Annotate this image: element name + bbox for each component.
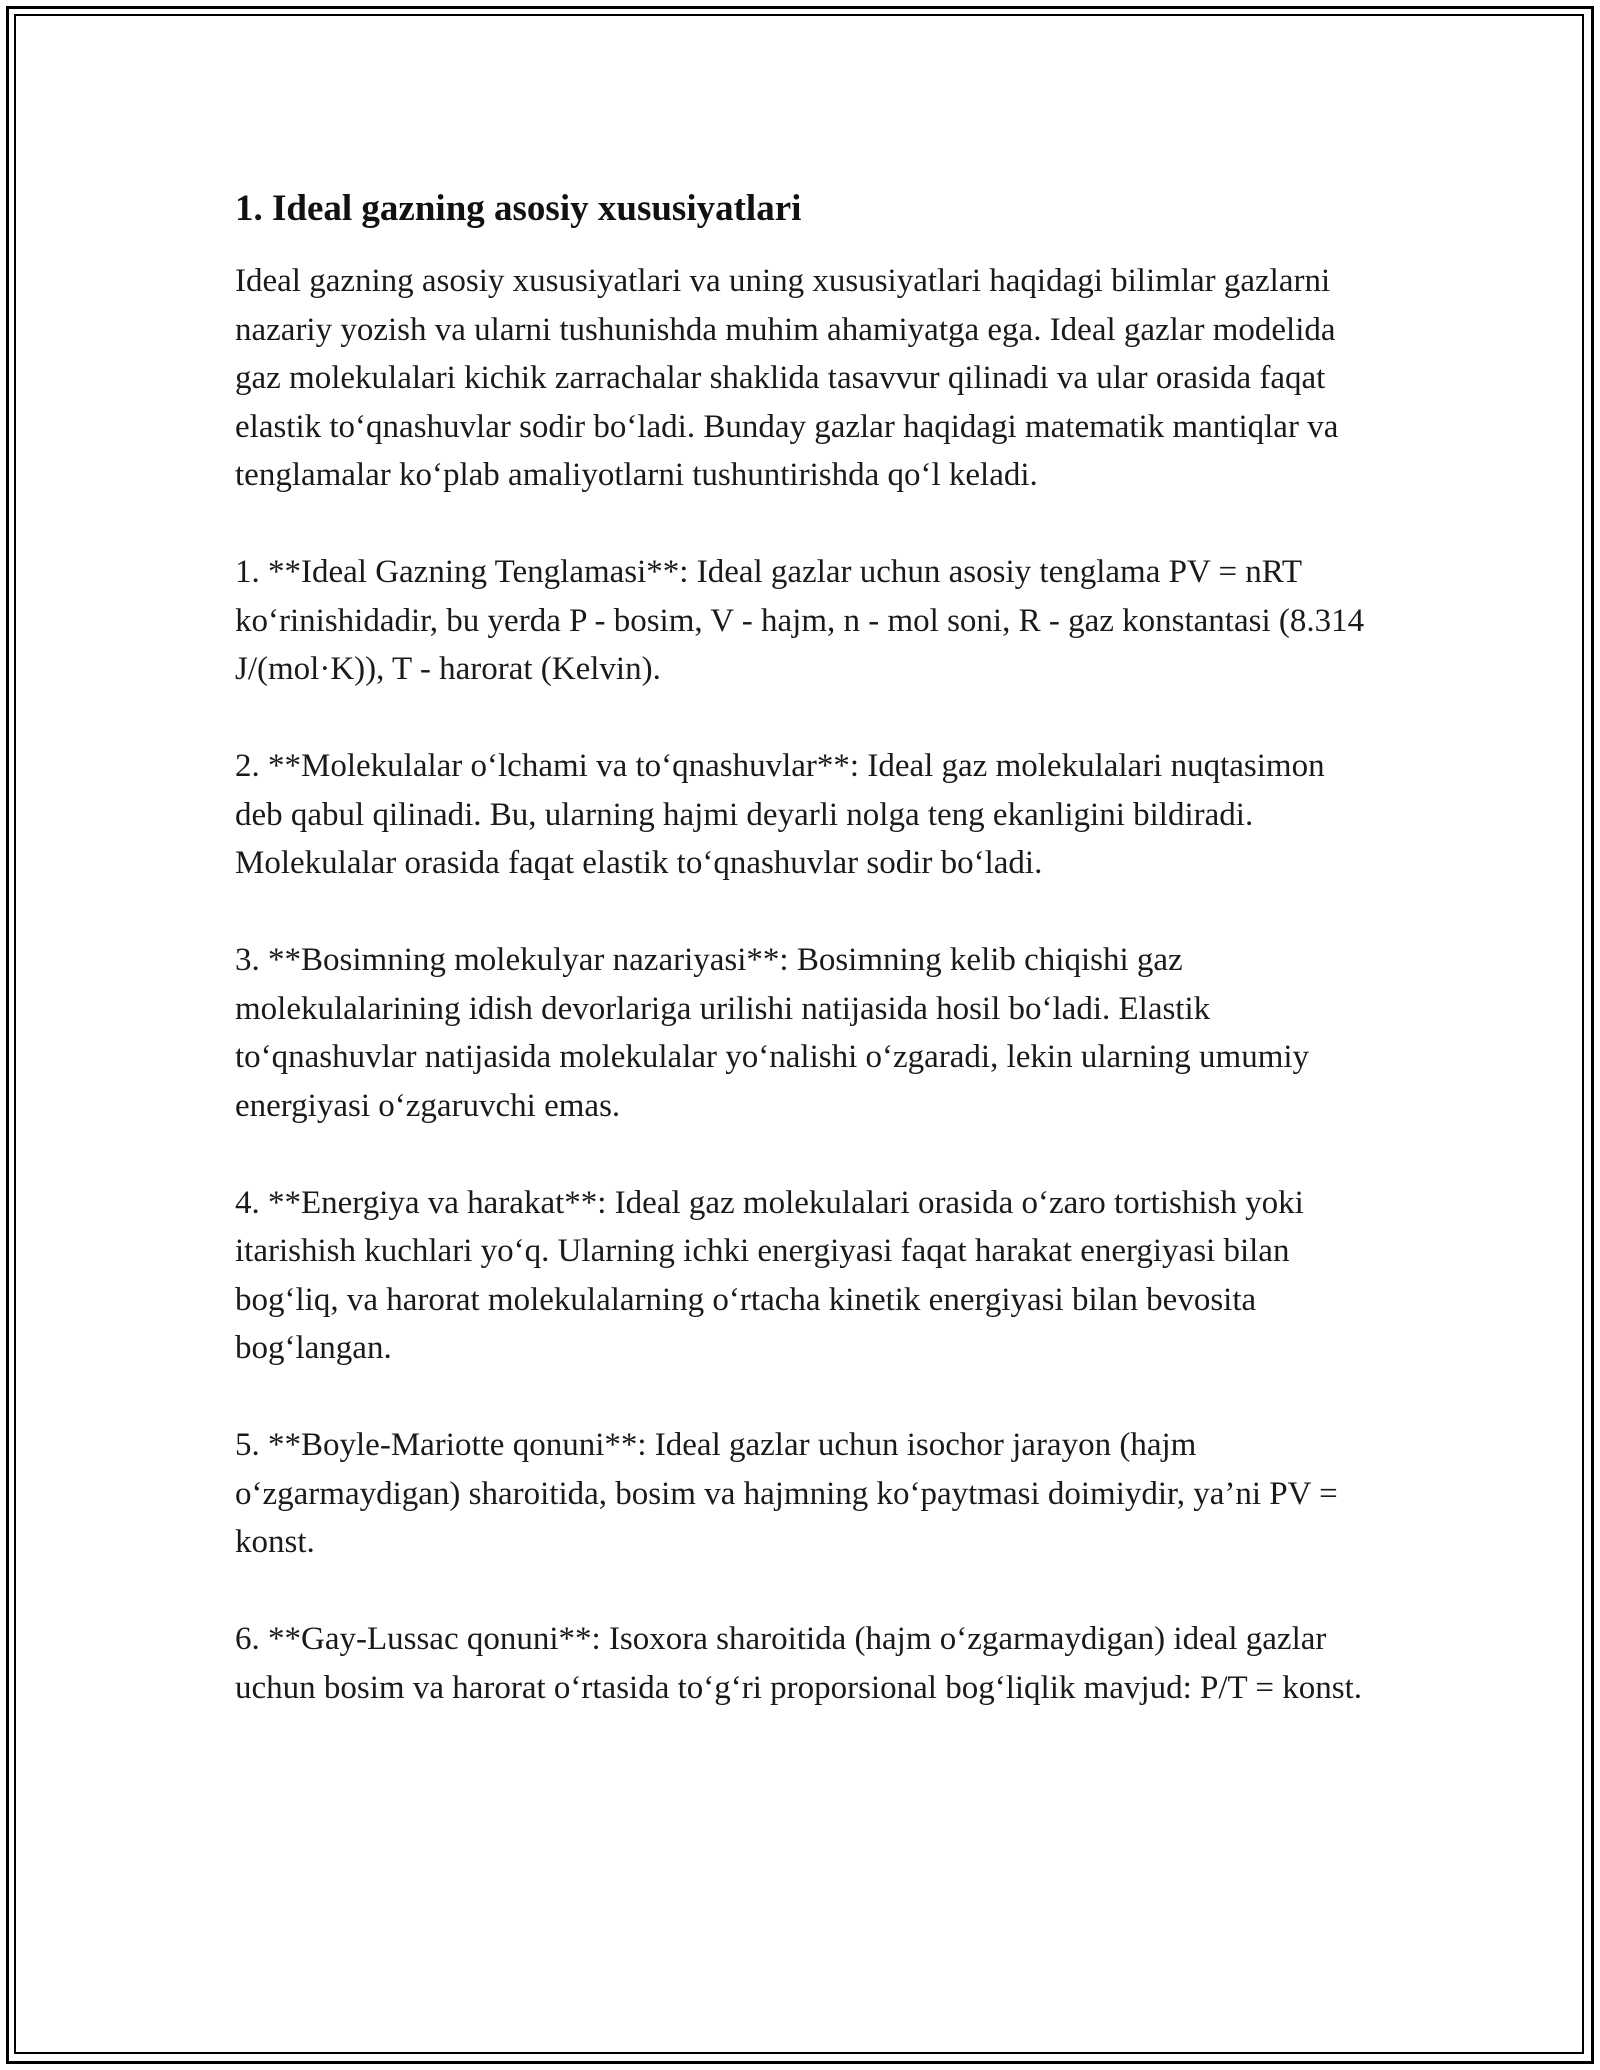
list-item-ideal-gas-equation: 1. **Ideal Gazning Tenglamasi**: Ideal gazlar uchun asosiy tenglama PV = nRT ko‘rinishidadir, bu yerda P - bosim, V - hajm, n - mol soni, R - gaz konstantasi (8.314 J/(mol·K)), T - harorat (Kelvin).: [235, 554, 1365, 687]
list-item-energy-motion: 4. **Energiya va harakat**: Ideal gaz molekulalari orasida o‘zaro tortishish yoki itarishish kuchlari yo‘q. Ularning ichki energiyasi faqat harakat energiyasi bilan bog‘liq, va harorat molekulalarning o‘rtacha kinetik energiyasi bilan bevosita bog‘langan.: [235, 1184, 1304, 1366]
list-item-boyle-mariotte: 5. **Boyle-Mariotte qonuni**: Ideal gazlar uchun isochor jarayon (hajm o‘zgarmaydigan) sharoitida, bosim va hajmning ko‘paytmasi doimiydir, ya’ni PV = konst.: [235, 1427, 1338, 1560]
document-body: [235, 185, 1370, 1712]
list-item-gay-lussac: 6. **Gay-Lussac qonuni**: Isoxora sharoitida (hajm o‘zgarmaydigan) ideal gazlar uchun bosim va harorat o‘rtasida to‘g‘ri proporsional bog‘liqlik mavjud: P/T = konst.: [235, 1621, 1362, 1706]
intro-paragraph: Ideal gazning asosiy xususiyatlari va uning xususiyatlari haqidagi bilimlar gazlarni nazariy yozish va ularni tushunishda muhim ahamiyatga ega. Ideal gazlar modelida gaz molekulalari kichik zarrachalar shaklida tasavvur qilinadi va ular orasida faqat elastik to‘qnashuvlar sodir bo‘ladi. Bunday gazlar haqidagi matematik mantiqlar va tenglamalar ko‘plab amaliyotlarni tushuntirishda qo‘l keladi.: [235, 263, 1339, 493]
section-heading: 1. Ideal gazning asosiy xususiyatlari: [235, 188, 802, 229]
list-item-pressure-theory: 3. **Bosimning molekulyar nazariyasi**: Bosimning kelib chiqishi gaz molekulalarining idish devorlariga urilishi natijasida hosil bo‘ladi. Elastik to‘qnashuvlar natijasida molekulalar yo‘nalishi o‘zgaradi, lekin ularning umumiy energiyasi o‘zgaruvchi emas.: [235, 942, 1310, 1124]
list-item-molecule-size: 2. **Molekulalar o‘lchami va to‘qnashuvlar**: Ideal gaz molekulalari nuqtasimon deb qabul qilinadi. Bu, ularning hajmi deyarli nolga teng ekanligini bildiradi. Molekulalar orasida faqat elastik to‘qnashuvlar sodir bo‘ladi.: [235, 748, 1325, 881]
